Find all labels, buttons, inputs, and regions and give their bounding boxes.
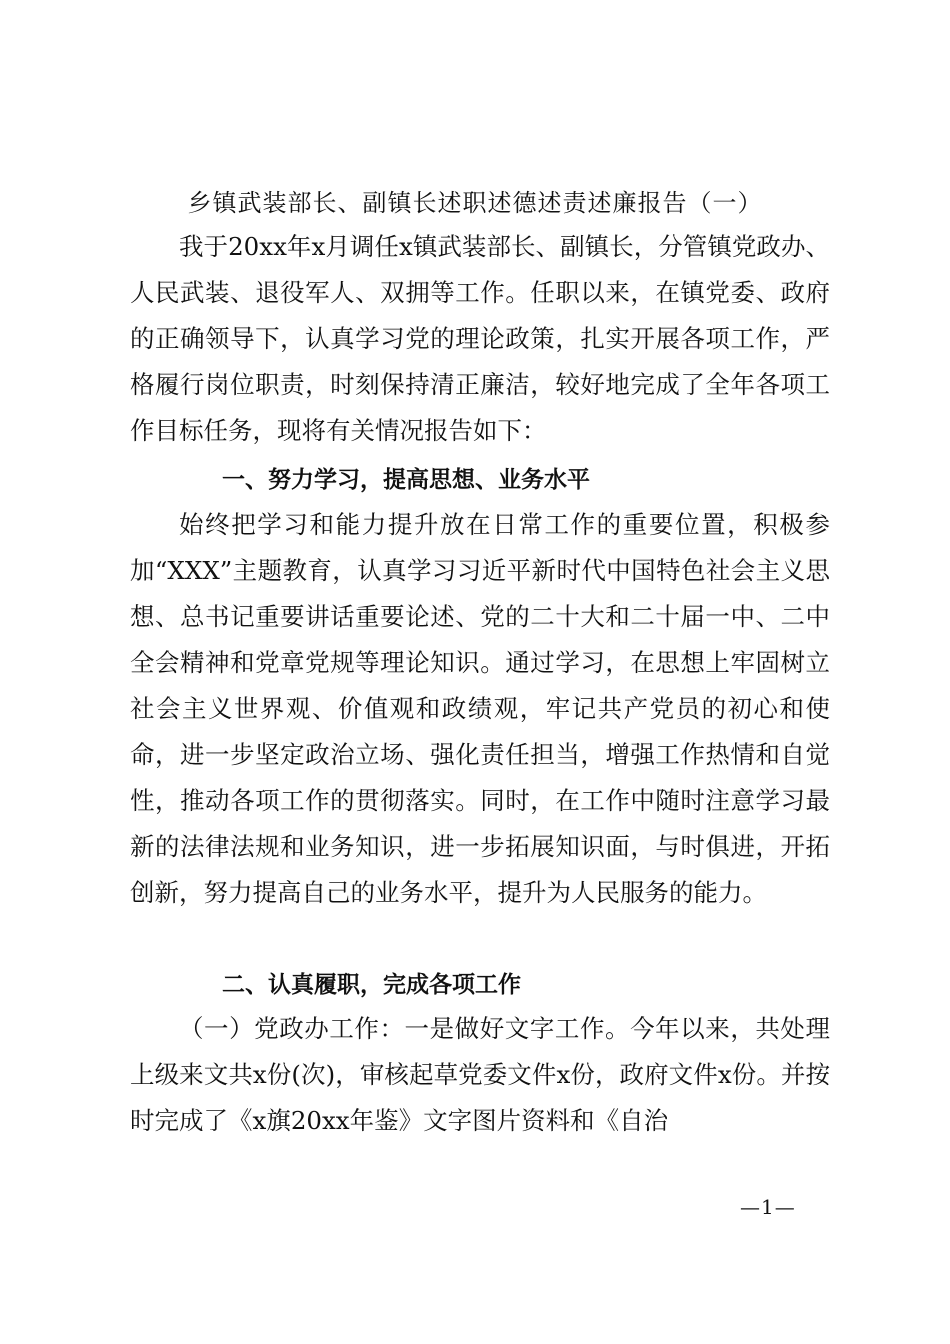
section-2-heading: 二、认真履职，完成各项工作 bbox=[222, 972, 521, 998]
section-1-body-block bbox=[130, 502, 830, 962]
section-2-heading-block bbox=[130, 962, 830, 1008]
page-number: —1— bbox=[740, 1195, 796, 1219]
section-2-paragraph: （一）党政办工作：一是做好文字工作。今年以来，共处理上级来文共x份(次)，审核起草党委文件x份，政府文件x份。并按时完成了《x旗20xx年鉴》文字图片资料和《自治 bbox=[130, 1014, 830, 1135]
intro-paragraph: 我于20xx年x月调任x镇武装部长、副镇长，分管镇党政办、人民武装、退役军人、双拥等工作。任职以来，在镇党委、政府的正确领导下，认真学习党的理论政策，扎实开展各项工作，严格履行岗位职责，时刻保持清正廉洁，较好地完成了全年各项工作目标任务，现将有关情况报告如下： bbox=[130, 232, 830, 445]
intro-paragraph-block bbox=[130, 224, 830, 454]
section-1-paragraph: 始终把学习和能力提升放在日常工作的重要位置，积极参加“XXX”主题教育，认真学习习近平新时代中国特色社会主义思想、总书记重要讲话重要论述、党的二十大和二十届一中、二中全会精神和党章党规等理论知识。通过学习，在思想上牢固树立社会主义世界观、价值观和政绩观，牢记共产党员的初心和使命，进一步坚定政治立场、强化责任担当，增强工作热情和自觉性，推动各项工作的贯彻落实。同时，在工作中随时注意学习最新的法律法规和业务知识，进一步拓展知识面，与时俱进，开拓创新，努力提高自己的业务水平，提升为人民服务的能力。 bbox=[130, 510, 830, 907]
document-title: 乡镇武装部长、副镇长述职述德述责述廉报告（一） bbox=[187, 189, 763, 217]
section-1-heading-block bbox=[130, 457, 830, 503]
section-2-body-block bbox=[130, 1006, 830, 1144]
section-1-heading: 一、努力学习，提高思想、业务水平 bbox=[222, 467, 590, 493]
